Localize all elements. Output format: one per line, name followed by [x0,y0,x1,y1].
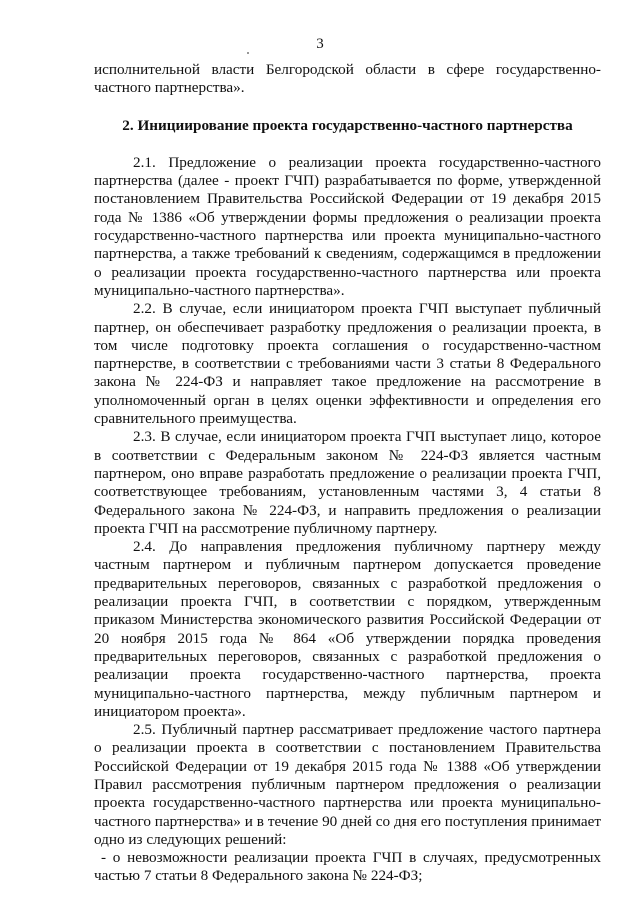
paragraph-2-3: 2.3. В случае, если инициатором проекта ГЧП выступает лицо, которое в соответствии с Федеральным законом № 224-ФЗ является частным партнером, оно вправе разработать предложение о реализации проекта ГЧП, соответствующее требованиям, установленным частями 3, 4 статьи 8 Федерального закона № 224-ФЗ, и направить предложения о реализации проекта ГЧП на рассмотрение публичному партнеру. [94,428,601,537]
paragraph-2-5: 2.5. Публичный партнер рассматривает предложение частого партнера о реализации проекта в соответствии с постановлением Правительства Российской Федерации от 19 декабря 2015 года № 1388 «Об утверждении Правил рассмотрения публичным партнером предложения о реализации проекта государственно-частного партнерства или проекта муниципально-частного партнерства» и в течение 90 дней со дня его поступления принимает одно из следующих решений: [94,721,601,848]
scan-speck [247,52,249,54]
list-item: - о невозможности реализации проекта ГЧП в случаях, предусмотренных частью 7 статьи 8 Федерального закона № 224-ФЗ; [94,849,601,885]
paragraph-2-1: 2.1. Предложение о реализации проекта государственно-частного партнерства (далее - проект ГЧП) разрабатывается по форме, утвержденной постановлением Правительства Российской Федерации от 19 декабря 2015 года № 1386 «Об утверждении формы предложения о реализации проекта государственно-частного партнерства или проекта муниципально-частного партнерства, а также требований к сведениям, содержащимся в предложении о реализации проекта государственно-частного партнерства или проекта муниципально-частного партнерства». [94,153,601,299]
document-body [94,61,601,886]
paragraph-2-4: 2.4. До направления предложения публичному партнеру между частным партнером и публичным партнером допускается проведение предварительных переговоров, связанных с разработкой предложения о реализации проекта ГЧП, в соответствии с порядком, утвержденным приказом Министерства экономического развития Российской Федерации от 20 ноября 2015 года № 864 «Об утверждении порядка проведения предварительных переговоров, связанных с разработкой предложения о реализации проекта государственно-частного партнерства, проекта муниципально-частного партнерства, между публичным партнером и инициатором проекта». [94,538,601,720]
paragraph-2-2: 2.2. В случае, если инициатором проекта ГЧП выступает публичный партнер, он обеспечивает разработку предложения о реализации проекта, в том числе подготовку проекта соглашения о государственно-частном партнерстве, в соответствии с требованиями части 3 статьи 8 Федерального закона № 224-ФЗ и направляет такое предложение на рассмотрение в уполномоченный орган в целях оценки эффективности и определения его сравнительного преимущества. [94,300,601,428]
page-number: 3 [316,36,324,52]
intro-paragraph: исполнительной власти Белгородской области в сфере государственно-частного партнерства». [94,61,601,97]
section-heading: 2. Инициирование проекта государственно-частного партнерства [122,116,573,134]
